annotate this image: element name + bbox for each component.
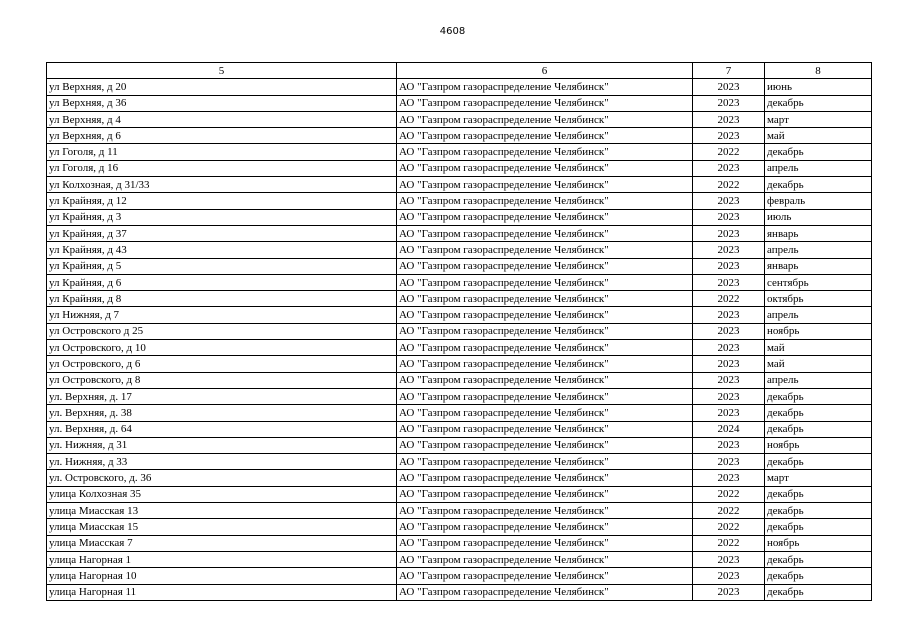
organization-cell: АО "Газпром газораспределение Челябинск" xyxy=(397,372,693,388)
month-cell: май xyxy=(765,128,872,144)
table-row xyxy=(47,209,872,225)
organization-cell: АО "Газпром газораспределение Челябинск" xyxy=(397,519,693,535)
address-cell: улица Миасская 15 xyxy=(47,519,397,535)
column-header: 8 xyxy=(765,63,872,79)
year-cell: 2023 xyxy=(693,470,765,486)
year-cell: 2023 xyxy=(693,551,765,567)
table-row xyxy=(47,193,872,209)
table-row xyxy=(47,356,872,372)
organization-cell: АО "Газпром газораспределение Челябинск" xyxy=(397,405,693,421)
table-row xyxy=(47,177,872,193)
year-cell: 2022 xyxy=(693,535,765,551)
organization-cell: АО "Газпром газораспределение Челябинск" xyxy=(397,340,693,356)
month-cell: декабрь xyxy=(765,388,872,404)
table-row xyxy=(47,372,872,388)
year-cell: 2023 xyxy=(693,340,765,356)
year-cell: 2023 xyxy=(693,225,765,241)
organization-cell: АО "Газпром газораспределение Челябинск" xyxy=(397,160,693,176)
address-cell: ул Нижняя, д 7 xyxy=(47,307,397,323)
year-cell: 2022 xyxy=(693,519,765,535)
year-cell: 2022 xyxy=(693,503,765,519)
organization-cell: АО "Газпром газораспределение Челябинск" xyxy=(397,584,693,600)
organization-cell: АО "Газпром газораспределение Челябинск" xyxy=(397,209,693,225)
organization-cell: АО "Газпром газораспределение Челябинск" xyxy=(397,177,693,193)
address-cell: ул Колхозная, д 31/33 xyxy=(47,177,397,193)
month-cell: декабрь xyxy=(765,454,872,470)
month-cell: ноябрь xyxy=(765,437,872,453)
organization-cell: АО "Газпром газораспределение Челябинск" xyxy=(397,242,693,258)
year-cell: 2023 xyxy=(693,193,765,209)
organization-cell: АО "Газпром газораспределение Челябинск" xyxy=(397,144,693,160)
table-row xyxy=(47,503,872,519)
column-header: 7 xyxy=(693,63,765,79)
table-row xyxy=(47,307,872,323)
table-row xyxy=(47,437,872,453)
month-cell: май xyxy=(765,356,872,372)
month-cell: март xyxy=(765,470,872,486)
month-cell: апрель xyxy=(765,242,872,258)
month-cell: февраль xyxy=(765,193,872,209)
table-row xyxy=(47,421,872,437)
address-cell: ул Крайняя, д 3 xyxy=(47,209,397,225)
year-cell: 2022 xyxy=(693,291,765,307)
organization-cell: АО "Газпром газораспределение Челябинск" xyxy=(397,307,693,323)
table-row xyxy=(47,291,872,307)
address-cell: улица Миасская 13 xyxy=(47,503,397,519)
organization-cell: АО "Газпром газораспределение Челябинск" xyxy=(397,95,693,111)
organization-cell: АО "Газпром газораспределение Челябинск" xyxy=(397,274,693,290)
table-row xyxy=(47,258,872,274)
address-cell: ул Гоголя, д 11 xyxy=(47,144,397,160)
month-cell: октябрь xyxy=(765,291,872,307)
month-cell: ноябрь xyxy=(765,535,872,551)
table-row xyxy=(47,225,872,241)
table-row xyxy=(47,160,872,176)
year-cell: 2023 xyxy=(693,584,765,600)
organization-cell: АО "Газпром газораспределение Челябинск" xyxy=(397,421,693,437)
month-cell: декабрь xyxy=(765,519,872,535)
address-cell: ул Верхняя, д 4 xyxy=(47,111,397,127)
month-cell: апрель xyxy=(765,372,872,388)
table-row xyxy=(47,470,872,486)
address-cell: ул. Нижняя, д 31 xyxy=(47,437,397,453)
table-row xyxy=(47,128,872,144)
address-cell: ул. Островского, д. 36 xyxy=(47,470,397,486)
year-cell: 2022 xyxy=(693,486,765,502)
table-row xyxy=(47,79,872,95)
organization-cell: АО "Газпром газораспределение Челябинск" xyxy=(397,535,693,551)
month-cell: апрель xyxy=(765,307,872,323)
address-cell: улица Миасская 7 xyxy=(47,535,397,551)
address-cell: ул Крайняя, д 8 xyxy=(47,291,397,307)
address-cell: ул Крайняя, д 12 xyxy=(47,193,397,209)
year-cell: 2023 xyxy=(693,79,765,95)
year-cell: 2023 xyxy=(693,242,765,258)
year-cell: 2022 xyxy=(693,177,765,193)
year-cell: 2022 xyxy=(693,144,765,160)
address-cell: ул Крайняя, д 43 xyxy=(47,242,397,258)
year-cell: 2024 xyxy=(693,421,765,437)
address-cell: ул Крайняя, д 5 xyxy=(47,258,397,274)
month-cell: декабрь xyxy=(765,421,872,437)
organization-cell: АО "Газпром газораспределение Челябинск" xyxy=(397,79,693,95)
organization-cell: АО "Газпром газораспределение Челябинск" xyxy=(397,225,693,241)
month-cell: декабрь xyxy=(765,503,872,519)
year-cell: 2023 xyxy=(693,405,765,421)
organization-cell: АО "Газпром газораспределение Челябинск" xyxy=(397,503,693,519)
table-row xyxy=(47,95,872,111)
organization-cell: АО "Газпром газораспределение Челябинск" xyxy=(397,128,693,144)
month-cell: декабрь xyxy=(765,144,872,160)
table-row xyxy=(47,551,872,567)
page-number: 4608 xyxy=(439,26,466,37)
table-row xyxy=(47,584,872,600)
organization-cell: АО "Газпром газораспределение Челябинск" xyxy=(397,388,693,404)
table-row xyxy=(47,242,872,258)
column-header: 6 xyxy=(397,63,693,79)
address-cell: ул Верхняя, д 6 xyxy=(47,128,397,144)
address-cell: ул Верхняя, д 20 xyxy=(47,79,397,95)
month-cell: июль xyxy=(765,209,872,225)
year-cell: 2023 xyxy=(693,372,765,388)
organization-cell: АО "Газпром газораспределение Челябинск" xyxy=(397,470,693,486)
year-cell: 2023 xyxy=(693,274,765,290)
month-cell: декабрь xyxy=(765,568,872,584)
address-cell: улица Нагорная 10 xyxy=(47,568,397,584)
table-row xyxy=(47,454,872,470)
month-cell: январь xyxy=(765,258,872,274)
month-cell: март xyxy=(765,111,872,127)
organization-cell: АО "Газпром газораспределение Челябинск" xyxy=(397,551,693,567)
month-cell: ноябрь xyxy=(765,323,872,339)
organization-cell: АО "Газпром газораспределение Челябинск" xyxy=(397,356,693,372)
organization-cell: АО "Газпром газораспределение Челябинск" xyxy=(397,111,693,127)
month-cell: июнь xyxy=(765,79,872,95)
month-cell: декабрь xyxy=(765,551,872,567)
year-cell: 2023 xyxy=(693,568,765,584)
year-cell: 2023 xyxy=(693,128,765,144)
table-row xyxy=(47,323,872,339)
year-cell: 2023 xyxy=(693,258,765,274)
address-cell: ул Островского, д 8 xyxy=(47,372,397,388)
month-cell: декабрь xyxy=(765,177,872,193)
address-cell: улица Колхозная 35 xyxy=(47,486,397,502)
month-cell: декабрь xyxy=(765,95,872,111)
table-row xyxy=(47,519,872,535)
month-cell: декабрь xyxy=(765,486,872,502)
year-cell: 2023 xyxy=(693,356,765,372)
table-row xyxy=(47,340,872,356)
year-cell: 2023 xyxy=(693,111,765,127)
table-row xyxy=(47,486,872,502)
organization-cell: АО "Газпром газораспределение Челябинск" xyxy=(397,291,693,307)
address-cell: ул Островского д 25 xyxy=(47,323,397,339)
address-cell: ул Крайняя, д 37 xyxy=(47,225,397,241)
organization-cell: АО "Газпром газораспределение Челябинск" xyxy=(397,568,693,584)
document-table xyxy=(46,62,872,601)
year-cell: 2023 xyxy=(693,307,765,323)
organization-cell: АО "Газпром газораспределение Челябинск" xyxy=(397,486,693,502)
column-header: 5 xyxy=(47,63,397,79)
address-cell: ул Верхняя, д 36 xyxy=(47,95,397,111)
address-cell: ул. Верхняя, д. 38 xyxy=(47,405,397,421)
address-cell: ул. Верхняя, д. 64 xyxy=(47,421,397,437)
address-cell: ул Островского, д 10 xyxy=(47,340,397,356)
table-row xyxy=(47,535,872,551)
organization-cell: АО "Газпром газораспределение Челябинск" xyxy=(397,323,693,339)
month-cell: январь xyxy=(765,225,872,241)
year-cell: 2023 xyxy=(693,454,765,470)
organization-cell: АО "Газпром газораспределение Челябинск" xyxy=(397,258,693,274)
address-cell: ул. Нижняя, д 33 xyxy=(47,454,397,470)
organization-cell: АО "Газпром газораспределение Челябинск" xyxy=(397,437,693,453)
address-cell: ул. Верхняя, д. 17 xyxy=(47,388,397,404)
address-cell: ул Гоголя, д 16 xyxy=(47,160,397,176)
address-cell: улица Нагорная 1 xyxy=(47,551,397,567)
table-row xyxy=(47,388,872,404)
address-cell: улица Нагорная 11 xyxy=(47,584,397,600)
table-row xyxy=(47,111,872,127)
year-cell: 2023 xyxy=(693,209,765,225)
address-cell: ул Островского, д 6 xyxy=(47,356,397,372)
month-cell: май xyxy=(765,340,872,356)
year-cell: 2023 xyxy=(693,437,765,453)
organization-cell: АО "Газпром газораспределение Челябинск" xyxy=(397,193,693,209)
month-cell: декабрь xyxy=(765,405,872,421)
year-cell: 2023 xyxy=(693,388,765,404)
month-cell: декабрь xyxy=(765,584,872,600)
table-row xyxy=(47,405,872,421)
year-cell: 2023 xyxy=(693,160,765,176)
month-cell: сентябрь xyxy=(765,274,872,290)
table-row xyxy=(47,274,872,290)
year-cell: 2023 xyxy=(693,95,765,111)
table-row xyxy=(47,568,872,584)
address-cell: ул Крайняя, д 6 xyxy=(47,274,397,290)
table-row xyxy=(47,144,872,160)
table-header-row xyxy=(47,63,872,79)
month-cell: апрель xyxy=(765,160,872,176)
year-cell: 2023 xyxy=(693,323,765,339)
organization-cell: АО "Газпром газораспределение Челябинск" xyxy=(397,454,693,470)
